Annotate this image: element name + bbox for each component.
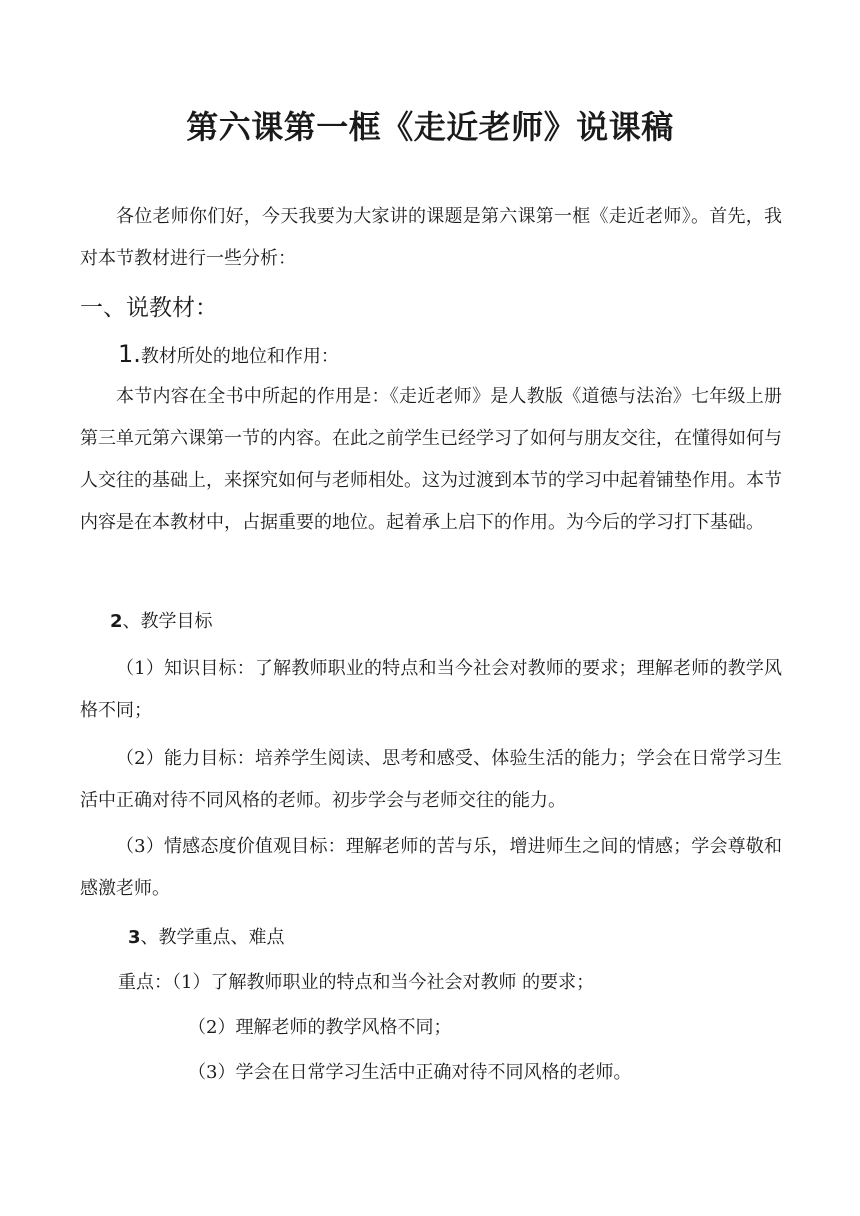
subheading-position-role (118, 339, 339, 372)
subheading-number: 2 (110, 611, 123, 632)
position-role-paragraph: 本节内容在全书中所起的作用是：《走近老师》是人教版《道德与法治》七年级上册第三单元第六课第一节的内容。在此之前学生已经学习了如何与朋友交往，在懂得如何与人交往的基础上，来探究如何与老师相处。这为过渡到本节的学习中起着铺垫作用。本节内容是在本教材中，占据重要的地位。起着承上启下的作用。为今后的学习打下基础。 (80, 386, 782, 533)
goal-emotion-paragraph: （3）情感态度价值观目标：理解老师的苦与乐，增进师生之间的情感；学会尊敬和感激老师。 (80, 836, 782, 899)
subheading-teaching-goals (110, 607, 213, 637)
subheading-key-difficult-points (128, 923, 285, 953)
key-point-3: （3）学会在日常学习生活中正确对待不同风格的老师。 (188, 1062, 632, 1083)
subheading-text: 、教学重点、难点 (140, 927, 285, 948)
subheading-number: 3 (128, 927, 141, 948)
subheading-text: 教材所处的地位和作用： (140, 346, 339, 367)
key-points-line-1 (118, 968, 594, 998)
goal-knowledge-paragraph: （1）知识目标：了解教师职业的特点和当今社会对教师的要求；理解老师的教学风格不同； (80, 658, 782, 721)
key-point-1: （1）了解教师职业的特点和当今社会对教师 的要求； (172, 972, 595, 993)
intro-paragraph: 各位老师你们好，今天我要为大家讲的课题是第六课第一框《走近老师》。首先，我对本节教材进行一些分析： (80, 206, 782, 269)
key-points-label: 重点： (118, 972, 172, 993)
key-point-2: （2）理解老师的教学风格不同； (188, 1017, 452, 1038)
section-heading-textbook: 一、说教材： (80, 295, 218, 321)
subheading-number: 1. (118, 340, 141, 368)
subheading-text: 、教学目标 (122, 611, 213, 632)
goal-ability-paragraph: （2）能力目标：培养学生阅读、思考和感受、体验生活的能力；学会在日常学习生活中正确对待不同风格的老师。初步学会与老师交往的能力。 (80, 748, 782, 811)
document-title: 第六课第一框《走近老师》说课稿 (186, 108, 674, 146)
